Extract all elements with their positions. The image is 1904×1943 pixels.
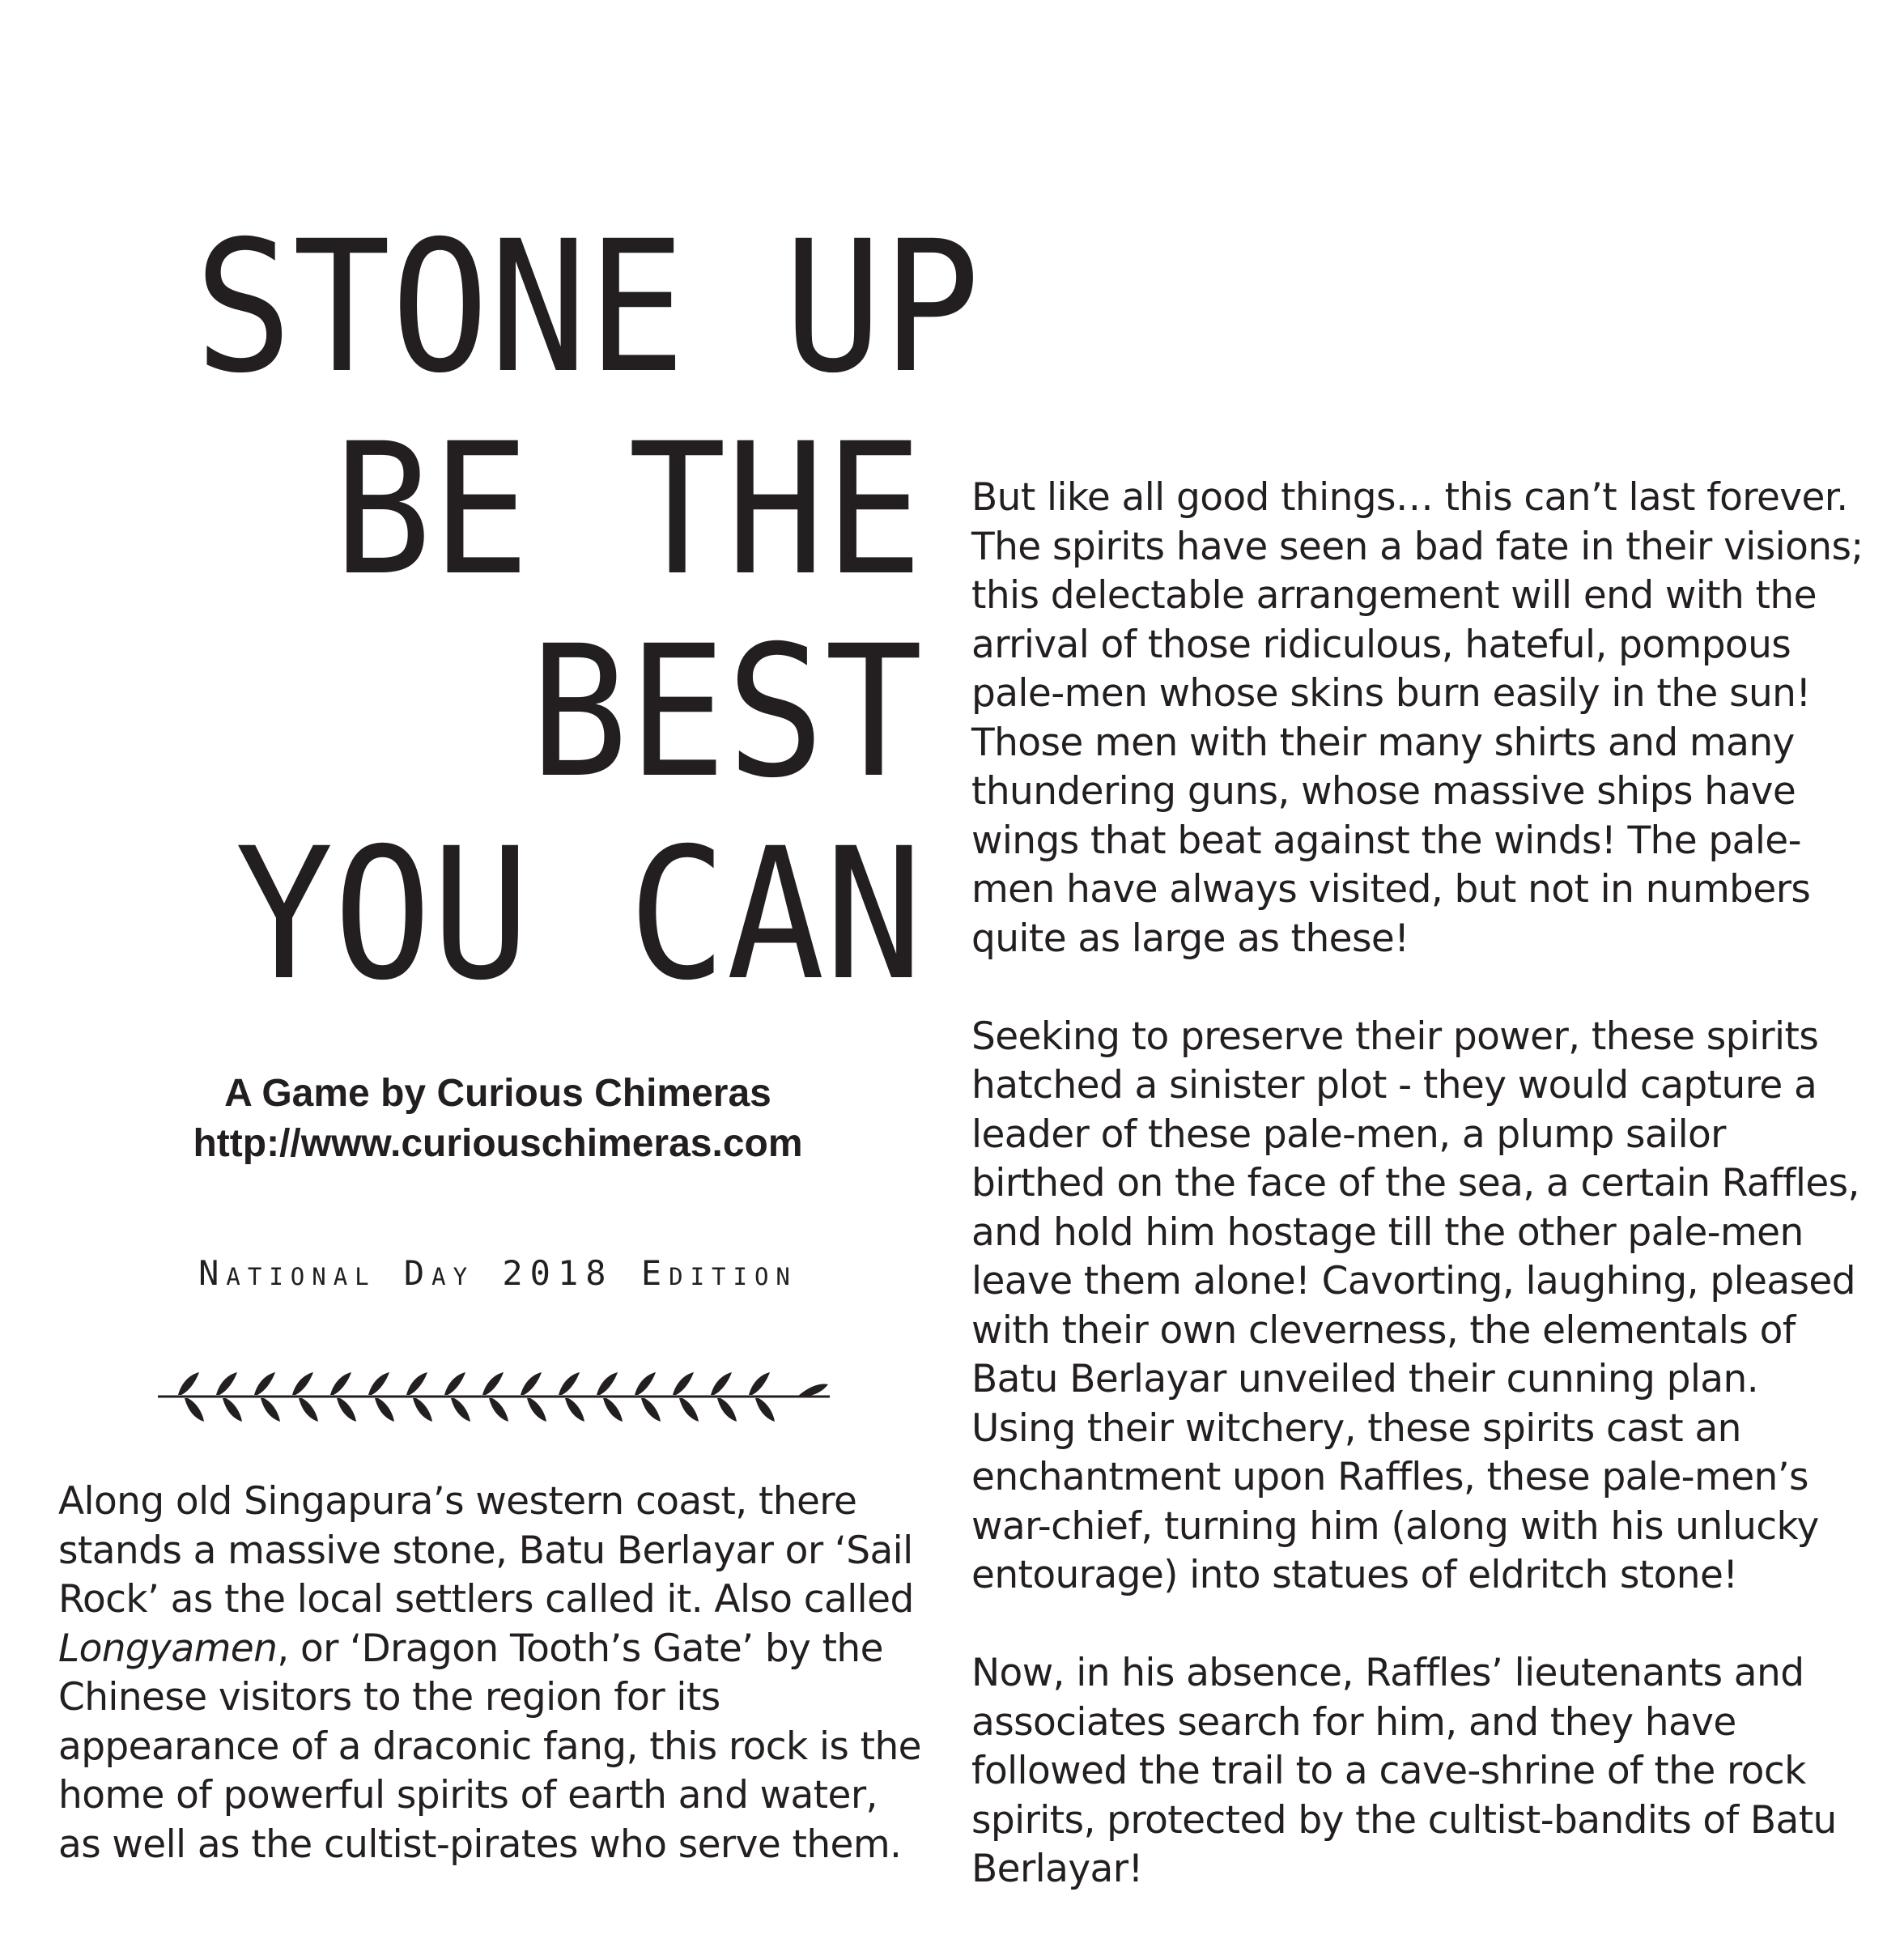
- title-line-1: STONE UP: [194, 202, 980, 413]
- leaf-lower: [337, 1398, 356, 1422]
- leaf-lower: [223, 1398, 242, 1422]
- leaf-upper: [254, 1372, 275, 1395]
- leaf-lower: [299, 1398, 318, 1422]
- leaf-lower: [603, 1398, 623, 1422]
- edition-label: National Day 2018 Edition: [198, 1253, 797, 1293]
- leaf-upper: [178, 1372, 199, 1395]
- title-line-4: YOU CAN: [235, 809, 923, 1020]
- leaf-upper: [368, 1372, 389, 1395]
- story-paragraph-2: Seeking to preserve their power, these spirits hatched a sinister plot - they would capture a leader of these pale-men, a plump sailor birthed on the face of the sea, a certain Raffles, and hold him hostage till the other pale-men leave them alone! Cavorting, laughing, pleased with their own cleverness, the elementals of Batu Berlayar unveiled their cunning plan. Using their witchery, these spirits cast an enchantment upon Raffles, these pale-men’s war-chief, turning him (along with his unlucky entourage) into statues of eldritch stone!: [971, 1014, 1859, 1597]
- leaf-lower: [527, 1398, 546, 1422]
- leaf-lower: [755, 1398, 775, 1422]
- leaf-lower: [413, 1398, 432, 1422]
- byline: A Game by Curious Chimeras: [224, 1072, 771, 1115]
- website-link[interactable]: http://www.curiouschimeras.com: [193, 1122, 803, 1165]
- title-line-3: BEST: [529, 606, 923, 818]
- leaf-upper: [521, 1372, 542, 1395]
- intro-text-1: Along old Singapura’s western coast, there stands a massive stone, Batu Berlayar or ‘Sail Rock’ as the local settlers called it. Also called: [58, 1479, 914, 1622]
- leaf-upper: [749, 1372, 770, 1395]
- leaf-lower: [451, 1398, 470, 1422]
- leaf-upper: [559, 1372, 580, 1395]
- leaf-upper: [635, 1372, 656, 1395]
- leaf-upper: [330, 1372, 351, 1395]
- leaf-upper: [482, 1372, 504, 1395]
- leaf-vine-divider-icon: [158, 1368, 830, 1425]
- leaf-lower: [185, 1398, 204, 1422]
- story-paragraph-1: But like all good things… this can’t last forever. The spirits have seen a bad fate in their visions; this delectable arrangement will end with the arrival of those ridiculous, hateful, pompous pale-men whose skins burn easily in the sun! Those men with their many shirts and many thundering guns, whose massive ships have wings that beat against the winds! The pale-men have always visited, but not in numbers quite as large as these!: [971, 475, 1864, 961]
- leaf-lower: [565, 1398, 584, 1422]
- leaf-lower: [375, 1398, 394, 1422]
- intro-text-2: , or ‘Dragon Tooth’s Gate’ by the Chinese visitors to the region for its appearance of a draconic fang, this rock is the home of powerful spirits of earth and water, as well as the cultist-pirates who serve them.: [58, 1626, 921, 1867]
- leaf-upper: [216, 1372, 237, 1395]
- intro-italic-term: Longyamen: [58, 1626, 278, 1671]
- leaf-lower: [641, 1398, 661, 1422]
- leaf-upper: [406, 1372, 427, 1395]
- leaf-lower: [489, 1398, 508, 1422]
- story-column: [971, 474, 1870, 1943]
- leaf-lower: [261, 1398, 280, 1422]
- credits-block: [97, 1069, 899, 1169]
- intro-section: [58, 1477, 924, 1869]
- leaf-tip: [797, 1384, 828, 1397]
- leaf-lower: [717, 1398, 737, 1422]
- leaf-upper: [597, 1372, 618, 1395]
- title-line-2: BE THE: [333, 404, 923, 615]
- page-title: [194, 202, 980, 1020]
- intro-paragraph: [58, 1477, 924, 1869]
- leaf-upper: [444, 1372, 465, 1395]
- leaf-lower: [679, 1398, 699, 1422]
- leaf-upper: [292, 1372, 313, 1395]
- story-paragraph-3: Now, in his absence, Raffles’ lieutenants and associates search for him, and they have followed the trail to a cave-shrine of the rock spirits, protected by the cultist-bandits of Batu Berlayar!: [971, 1651, 1837, 1891]
- leaf-upper: [673, 1372, 694, 1395]
- leaf-upper: [711, 1372, 732, 1395]
